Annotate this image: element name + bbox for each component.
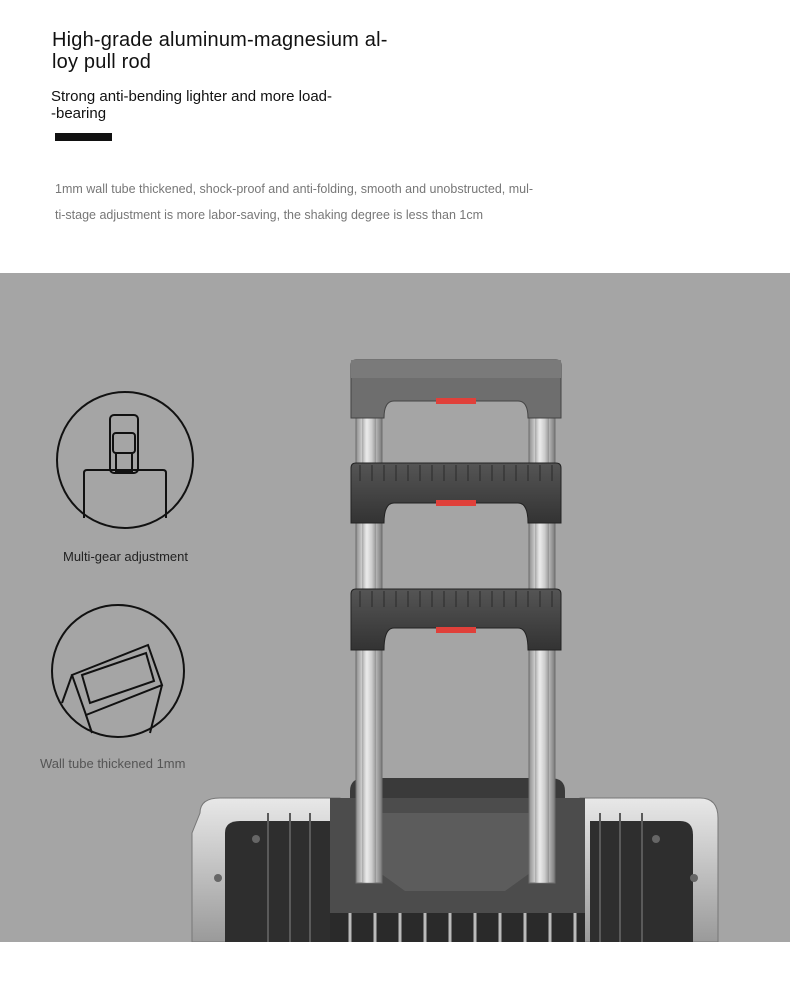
title-underline-bar [55,133,112,141]
page-title: High-grade aluminum-magnesium al- loy pull rod [52,29,388,73]
suitcase-body [192,778,718,942]
feature-label-multi-gear: Multi-gear adjustment [63,549,188,564]
product-image-panel [0,273,790,942]
multi-gear-icon [57,392,193,528]
handle-middle [351,463,561,523]
footer-space [0,942,790,982]
handle-lower [351,589,561,650]
feature-label-wall-tube: Wall tube thickened 1mm [40,756,186,771]
header-section [0,0,790,273]
page-subtitle: Strong anti-bending lighter and more load- -bearing [51,88,333,122]
feature-description: 1mm wall tube thickened, shock-proof and anti-folding, smooth and unobstructed, mul- ti-stage adjustment is more labor-saving, the shaking degree is less than 1cm [55,182,534,222]
handle-top [351,360,561,418]
wall-tube-icon [52,605,184,737]
pull-rod-illustration [0,273,790,942]
